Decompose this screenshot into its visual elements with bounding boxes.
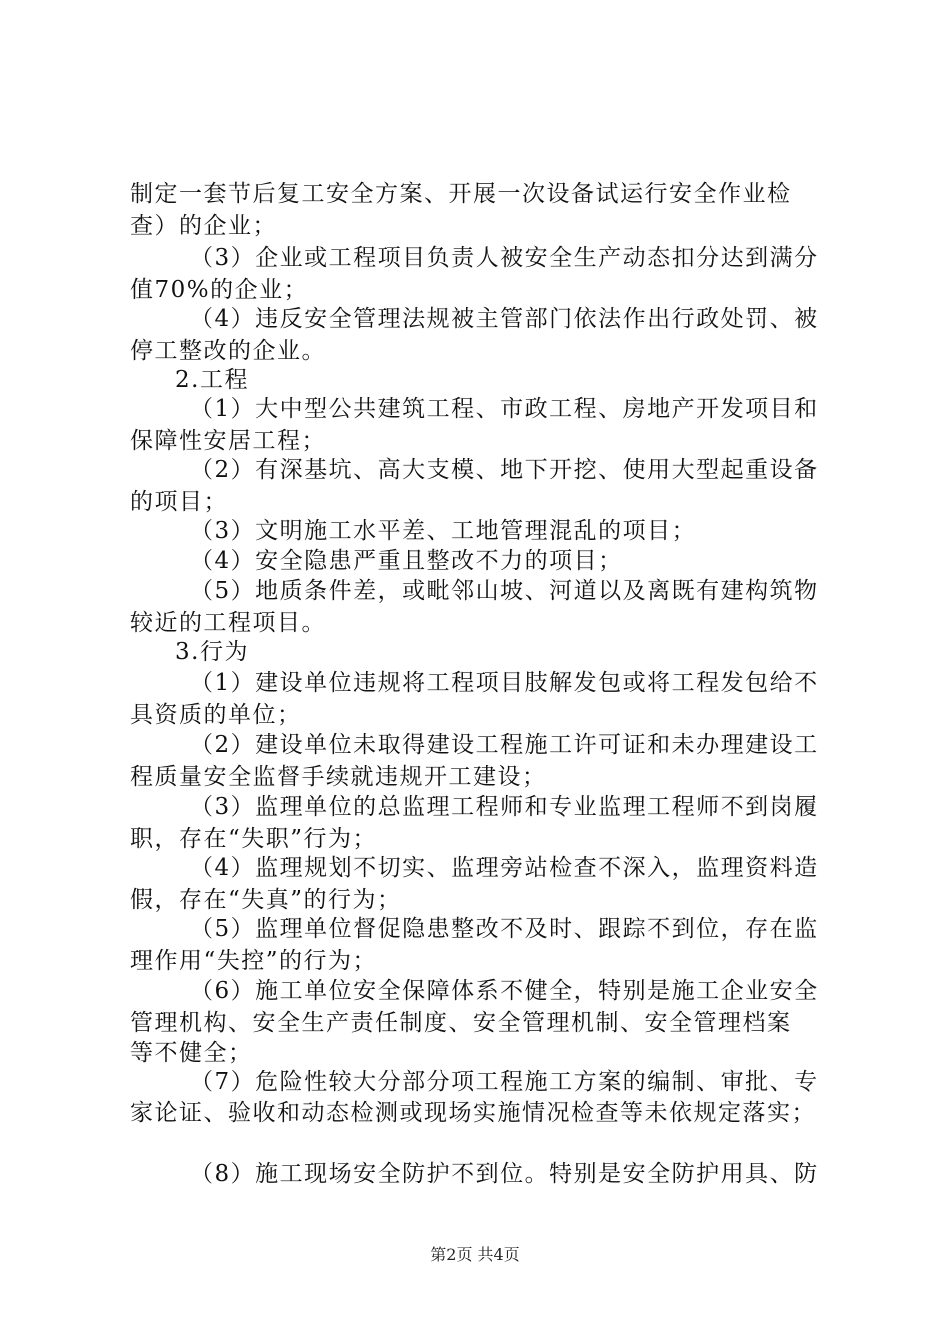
text-line: 假，存在“失真”的行为； [130, 887, 402, 913]
text-line: 较近的工程项目。 [130, 610, 326, 636]
text-line: （2）有深基坑、高大支模、地下开挖、使用大型起重设备 [190, 457, 819, 483]
text-line: （1）大中型公共建筑工程、市政工程、房地产开发项目和 [190, 396, 819, 422]
text-line: 停工整改的企业。 [130, 338, 326, 364]
text-line: （3）监理单位的总监理工程师和专业监理工程师不到岗履 [190, 794, 819, 820]
text-line: （1）建设单位违规将工程项目肢解发包或将工程发包给不 [190, 670, 819, 696]
text-line: （6）施工单位安全保障体系不健全，特别是施工企业安全 [190, 978, 819, 1004]
text-line: （4）监理规划不切实、监理旁站检查不深入，监理资料造 [190, 855, 819, 881]
text-line: 等不健全； [130, 1040, 253, 1066]
text-line: （3）文明施工水平差、工地管理混乱的项目； [190, 518, 697, 544]
text-line: （2）建设单位未取得建设工程施工许可证和未办理建设工 [190, 732, 819, 758]
text-line: 值70%的企业； [130, 277, 309, 303]
text-line: 程质量安全监督手续就违规开工建设； [130, 764, 547, 790]
text-line: 具资质的单位； [130, 702, 302, 728]
section-heading: 3.行为 [175, 639, 249, 665]
text-line: 管理机构、安全生产责任制度、安全管理机制、安全管理档案 [130, 1010, 792, 1036]
text-line: 保障性安居工程； [130, 428, 326, 454]
text-line: 理作用“失控”的行为； [130, 948, 378, 974]
text-line: （8）施工现场安全防护不到位。特别是安全防护用具、防 [190, 1161, 819, 1187]
text-line: （7）危险性较大分部分项工程施工方案的编制、审批、专 [190, 1069, 819, 1095]
text-line: （4）安全隐患严重且整改不力的项目； [190, 548, 623, 574]
text-line: 家论证、验收和动态检测或现场实施情况检查等未依规定落实； [130, 1100, 816, 1126]
text-line: 制定一套节后复工安全方案、开展一次设备试运行安全作业检 [130, 181, 792, 207]
text-line: （3）企业或工程项目负责人被安全生产动态扣分达到满分 [190, 245, 819, 271]
text-line: （5）地质条件差，或毗邻山坡、河道以及离既有建构筑物 [190, 578, 819, 604]
text-line: 职，存在“失职”行为； [130, 826, 378, 852]
page-footer: 第2页 共4页 [430, 1245, 520, 1264]
text-line: 查）的企业； [130, 213, 277, 239]
section-heading: 2.工程 [175, 367, 249, 393]
text-line: （4）违反安全管理法规被主管部门依法作出行政处罚、被 [190, 306, 819, 332]
text-line: 的项目； [130, 489, 228, 515]
text-line: （5）监理单位督促隐患整改不及时、跟踪不到位，存在监 [190, 916, 819, 942]
